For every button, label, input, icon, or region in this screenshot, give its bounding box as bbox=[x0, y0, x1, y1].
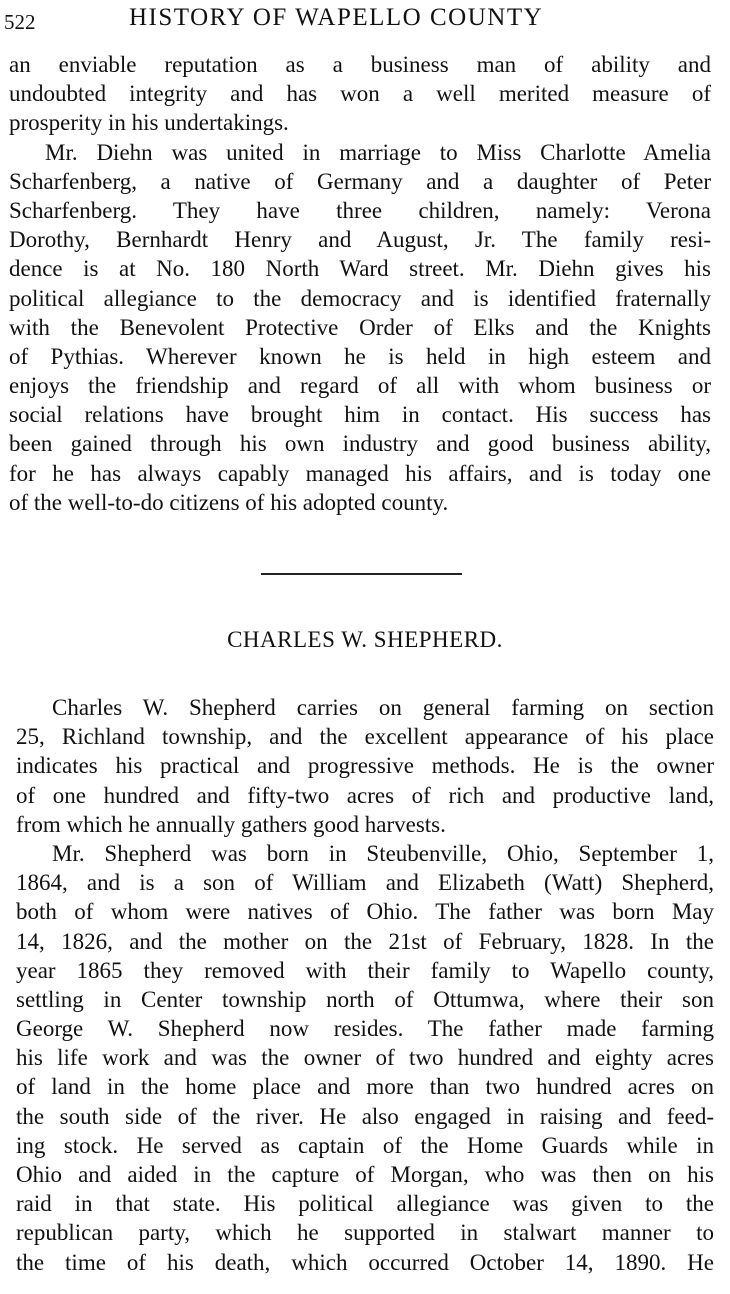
text-line: prosperity in his undertakings. bbox=[9, 110, 289, 136]
section-divider bbox=[261, 573, 462, 575]
text-line: his life work and was the owner of two hundred and eighty acres bbox=[16, 1045, 714, 1071]
text-line: 1864, and is a son of William and Elizabeth (Watt) Shepherd, bbox=[16, 870, 714, 896]
text-line: of the well-to-do citizens of his adopted county. bbox=[9, 489, 449, 515]
text-line: an enviable reputation as a business man of ability and bbox=[9, 52, 711, 77]
text-line: the time of his death, which occurred October 14, 1890. He bbox=[16, 1249, 714, 1275]
text-line: the south side of the river. He also engaged in raising and feed- bbox=[16, 1103, 714, 1129]
section-title: CHARLES W. SHEPHERD. bbox=[227, 627, 503, 652]
continued-biography-text bbox=[9, 50, 711, 517]
text-line: of land in the home place and more than two hundred acres on bbox=[16, 1074, 714, 1100]
text-line: been gained through his own industry and good business ability, bbox=[9, 431, 711, 457]
page-number: 522 bbox=[4, 10, 36, 34]
text-line: with the Benevolent Protective Order of Elks and the Knights bbox=[9, 314, 711, 340]
text-line: social relations have brought him in contact. His success has bbox=[9, 402, 711, 428]
text-line: republican party, which he supported in stalwart manner to bbox=[16, 1220, 714, 1246]
running-head bbox=[4, 4, 604, 34]
text-line: Charles W. Shepherd carries on general farming on section bbox=[52, 695, 714, 720]
text-line: 14, 1826, and the mother on the 21st of February, 1828. In the bbox=[16, 928, 714, 954]
text-line: ing stock. He served as captain of the Home Guards while in bbox=[16, 1132, 714, 1158]
text-line: year 1865 they removed with their family to Wapello county, bbox=[16, 957, 714, 983]
text-line: Mr. Shepherd was born in Steubenville, Ohio, September 1, bbox=[52, 840, 714, 866]
text-line: enjoys the friendship and regard of all with whom business or bbox=[9, 373, 711, 399]
running-title: HISTORY OF WAPELLO COUNTY bbox=[129, 4, 544, 31]
text-line: political allegiance to the democracy and is identified fraternally bbox=[9, 285, 711, 311]
text-line: 25, Richland township, and the excellent appearance of his place bbox=[16, 724, 714, 750]
text-line: George W. Shepherd now resides. The father made farming bbox=[16, 1016, 714, 1042]
text-line: of Pythias. Wherever known he is held in high esteem and bbox=[9, 343, 711, 369]
text-line: for he has always capably managed his affairs, and is today one bbox=[9, 460, 711, 486]
text-line: Dorothy, Bernhardt Henry and August, Jr. The family resi- bbox=[9, 227, 711, 253]
text-line: Ohio and aided in the capture of Morgan, who was then on his bbox=[16, 1162, 714, 1187]
text-line: Mr. Diehn was united in marriage to Miss Charlotte Amelia bbox=[45, 139, 711, 165]
text-line: Scharfenberg, a native of Germany and a daughter of Peter bbox=[9, 168, 711, 194]
text-line: raid in that state. His political allegiance was given to the bbox=[16, 1191, 714, 1217]
text-line: both of whom were natives of Ohio. The father was born May bbox=[16, 899, 714, 925]
text-line: undoubted integrity and has won a well merited measure of bbox=[9, 81, 711, 107]
text-line: Scharfenberg. They have three children, namely: Verona bbox=[9, 197, 711, 223]
shepherd-biography-text bbox=[16, 693, 714, 1277]
text-line: from which he annually gathers good harvests. bbox=[16, 811, 446, 837]
text-line: of one hundred and fifty-two acres of rich and productive land, bbox=[16, 782, 714, 808]
text-line: dence is at No. 180 North Ward street. Mr. Diehn gives his bbox=[9, 256, 711, 282]
text-line: settling in Center township north of Ottumwa, where their son bbox=[16, 986, 714, 1012]
text-line: indicates his practical and progressive methods. He is the owner bbox=[16, 753, 714, 779]
